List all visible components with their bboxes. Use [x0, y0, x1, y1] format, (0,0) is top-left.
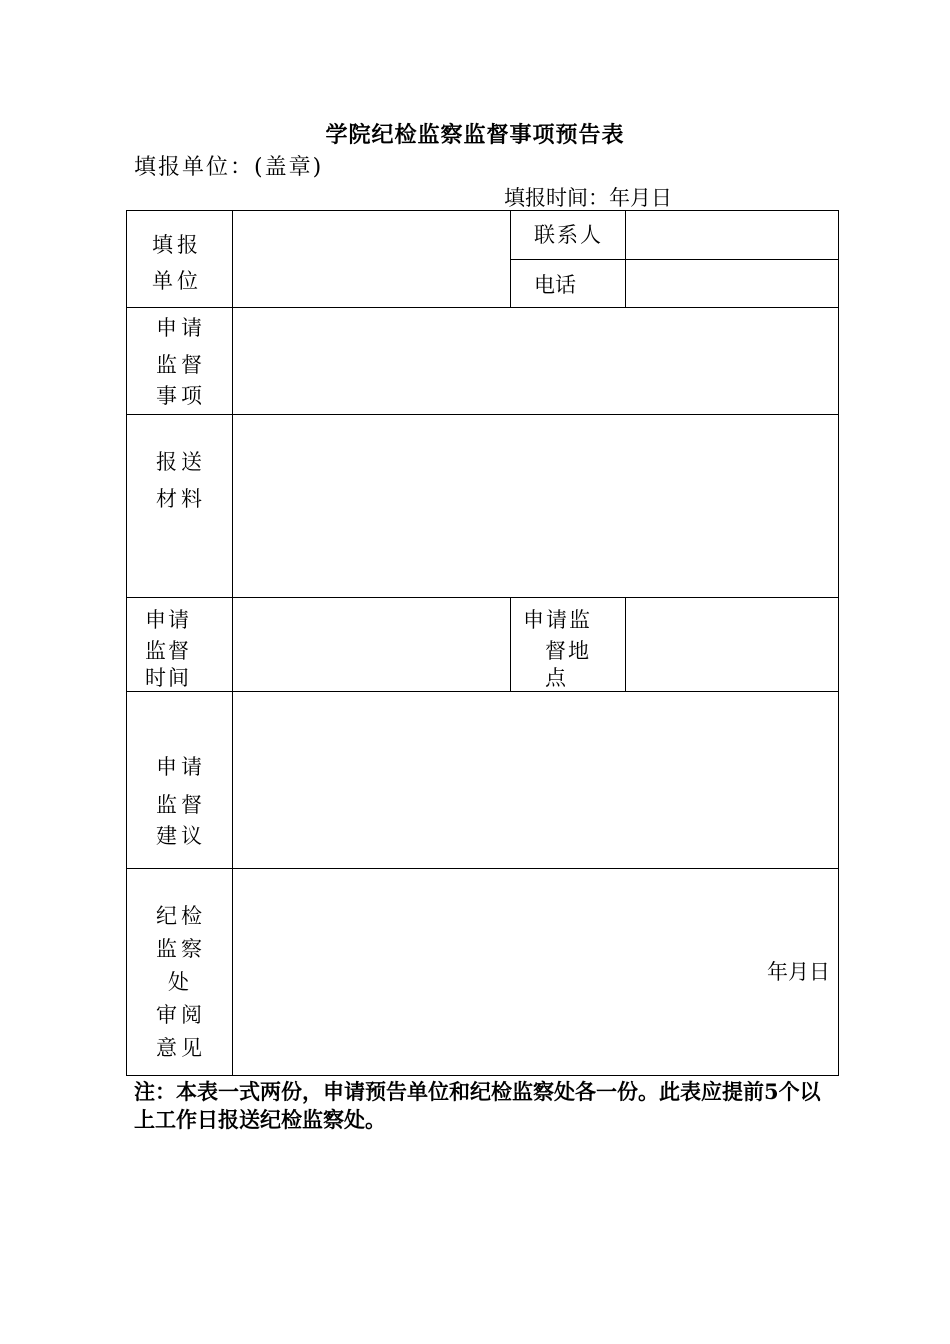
item-label-line2: 监督	[156, 353, 206, 377]
review-label-line1: 纪检	[156, 904, 206, 928]
review-label-line2: 监察	[156, 937, 206, 961]
item-label-line1: 申请	[156, 316, 206, 340]
unit-label-line2: 单位	[152, 269, 202, 293]
place-label-line3: 点	[545, 666, 566, 690]
fill-date-label: 填报时间：年月日	[504, 186, 672, 210]
material-label-line2: 材料	[156, 487, 206, 511]
unit-label-line1: 填报	[152, 233, 202, 257]
page-title: 学院纪检监察监督事项预告表	[325, 122, 625, 148]
material-label-line1: 报送	[156, 450, 206, 474]
suggest-label-line3: 建议	[156, 824, 206, 848]
review-label-line4: 审阅	[156, 1003, 206, 1027]
review-label-line3: 处	[168, 970, 189, 994]
time-label-line2: 监督	[145, 639, 191, 663]
item-label-line3: 事项	[156, 384, 206, 408]
review-value-field[interactable]	[234, 870, 837, 1074]
footnote: 注：本表一式两份，申请预告单位和纪检监察处各一份。此表应提前5个以上工作日报送纪检监察处。	[134, 1079, 821, 1132]
fill-unit-stamp-label: 填报单位：(盖章)	[134, 155, 324, 180]
place-label-line1: 申请监	[523, 608, 592, 632]
time-label-line3: 时间	[145, 666, 191, 690]
item-value-field[interactable]	[234, 309, 837, 413]
review-label-line5: 意见	[156, 1036, 206, 1060]
phone-value-field[interactable]	[627, 261, 837, 306]
place-label-line2: 督地	[545, 639, 591, 663]
contact-label: 联系人	[534, 223, 603, 247]
phone-label: 电话	[534, 273, 576, 297]
unit-value-field[interactable]	[234, 212, 509, 307]
place-value-field[interactable]	[627, 599, 837, 690]
contact-value-field[interactable]	[627, 212, 837, 258]
suggest-value-field[interactable]	[234, 693, 837, 867]
suggest-label-line1: 申请	[156, 755, 206, 779]
time-value-field[interactable]	[234, 599, 509, 690]
review-date-label: 年月日	[767, 960, 830, 984]
material-value-field[interactable]	[234, 416, 837, 596]
time-label-line1: 申请	[145, 608, 191, 632]
suggest-label-line2: 监督	[156, 793, 206, 817]
